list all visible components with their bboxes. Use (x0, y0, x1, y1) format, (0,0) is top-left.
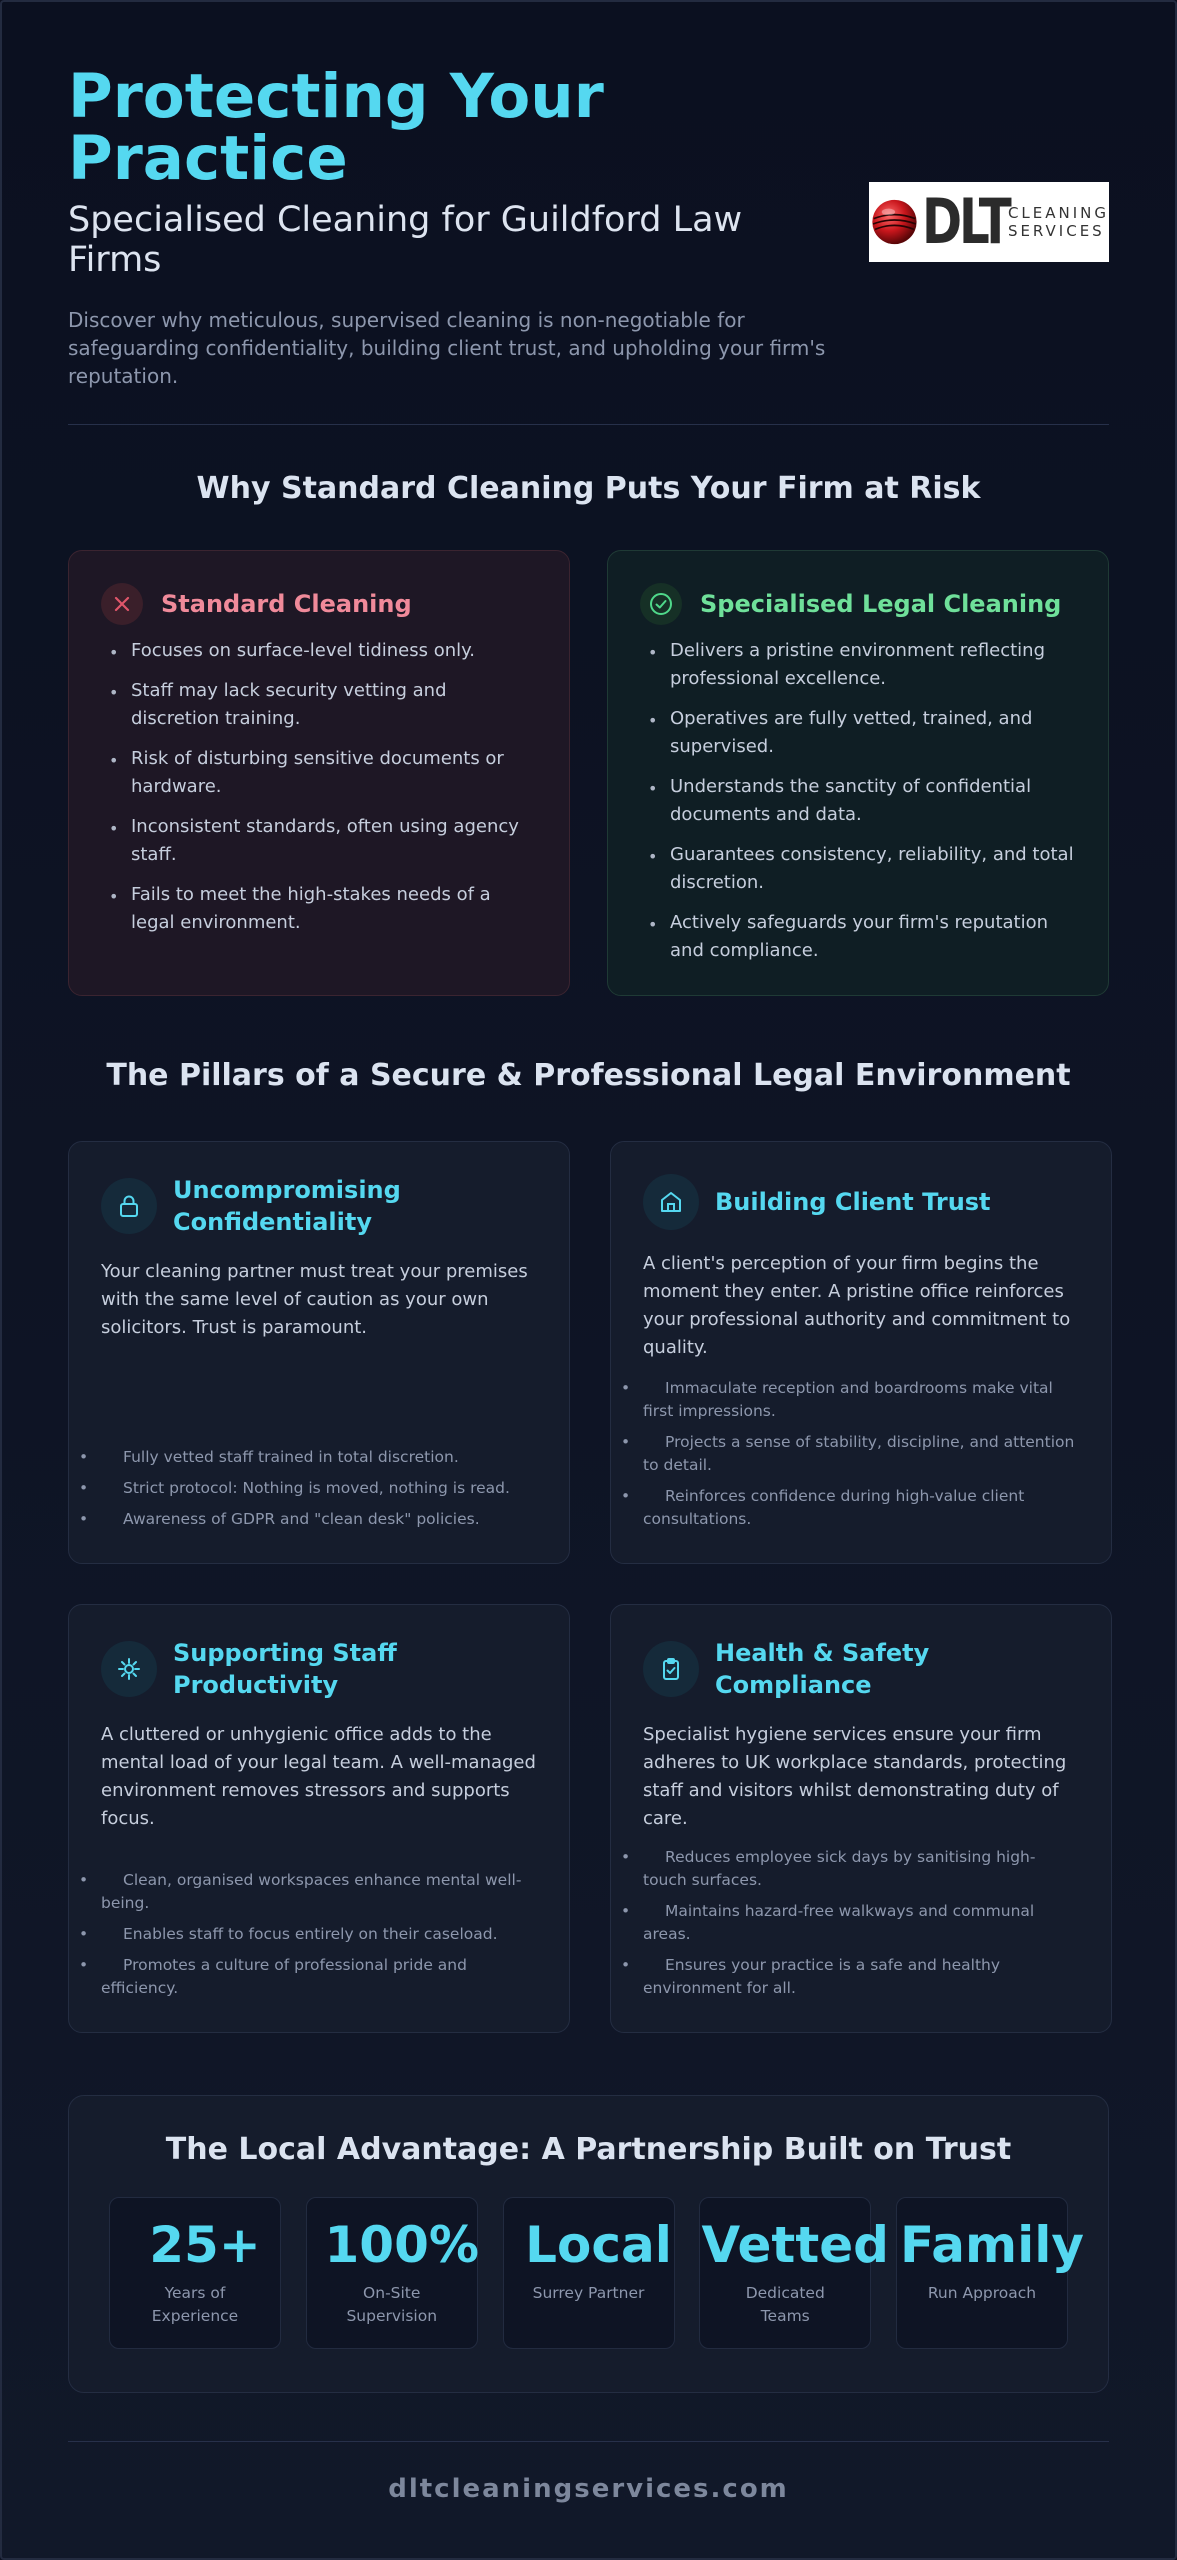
footer (68, 2441, 1109, 2504)
list-item: • Focuses on surface-level tidiness only. (131, 637, 537, 665)
logo-sphere-icon (871, 187, 918, 257)
header (68, 2, 1109, 425)
stat-label: Dedicated Teams (745, 2284, 825, 2325)
list-item: • Promotes a culture of professional pride and efficiency. (101, 1954, 537, 2000)
list-item: • Maintains hazard-free walkways and communal areas. (643, 1900, 1079, 1946)
page-subtitle: Specialised Cleaning for Guildford Law Firms (68, 200, 743, 280)
pillar-title: Health & Safety Compliance (715, 1639, 930, 1699)
list-item: • Inconsistent standards, often using agency staff. (131, 813, 537, 869)
logo-tagline: CLEANING SERVICES (1007, 204, 1109, 240)
website-link[interactable]: dltcleaningservices.com (388, 2474, 789, 2504)
pillar-staff-productivity (68, 1604, 570, 2033)
x-icon (101, 583, 143, 625)
pillar-title: Supporting Staff Productivity (173, 1639, 397, 1699)
stat-label: On-Site Supervision (346, 2284, 438, 2325)
specialised-cleaning-list (640, 637, 1076, 965)
stat-card (699, 2197, 889, 2349)
standard-cleaning-list (101, 637, 537, 937)
stat-card (896, 2197, 1084, 2349)
pillars-section-title: The Pillars of a Secure & Professional Legal Environment (106, 1058, 1071, 1093)
list-item: • Projects a sense of stability, discipline, and attention to detail. (643, 1431, 1079, 1477)
stat-value: Local (525, 2216, 672, 2274)
list-item: • Clean, organised workspaces enhance mental well-being. (101, 1869, 537, 1915)
lock-icon (101, 1178, 157, 1234)
list-item: • Fully vetted staff trained in total discretion. (101, 1446, 537, 1469)
pillar-body: Your cleaning partner must treat your premises with the same level of caution as your own solicitors. Trust is paramount. (101, 1261, 528, 1338)
stat-value: 25+ (149, 2216, 261, 2274)
list-item: • Operatives are fully vetted, trained, and supervised. (670, 705, 1076, 761)
pillar-confidentiality (68, 1141, 570, 1564)
check-circle-icon (640, 583, 682, 625)
list-item: • Awareness of GDPR and "clean desk" policies. (101, 1508, 537, 1531)
specialised-cleaning-card (607, 550, 1109, 996)
stats-row (109, 2197, 1084, 2349)
pillar-title: Building Client Trust (715, 1188, 991, 1216)
list-item: • Actively safeguards your firm's reputation and compliance. (670, 909, 1076, 965)
stat-label: Years of Experience (151, 2284, 239, 2325)
list-item: • Reduces employee sick days by sanitising high-touch surfaces. (643, 1846, 1079, 1892)
stat-card (503, 2197, 675, 2349)
list-item: • Reinforces confidence during high-value client consultations. (643, 1485, 1079, 1531)
stat-label: Run Approach (927, 2284, 1037, 2302)
list-item: • Understands the sanctity of confidential documents and data. (670, 773, 1076, 829)
list-item: • Delivers a pristine environment reflecting professional excellence. (670, 637, 1076, 693)
pillar-title: Uncompromising Confidentiality (173, 1176, 401, 1236)
pillars-grid (68, 1141, 1109, 2033)
pillar-body: A cluttered or unhygienic office adds to the mental load of your legal team. A well-managed environment removes stressors and supports focus. (101, 1724, 536, 1829)
standard-cleaning-title: Standard Cleaning (161, 590, 412, 618)
stat-card (306, 2197, 478, 2349)
stat-label: Surrey Partner (532, 2284, 645, 2302)
local-advantage-panel (68, 2095, 1109, 2393)
stat-value: Family (900, 2216, 1084, 2274)
company-logo (869, 182, 1109, 262)
pillar-list (643, 1838, 1079, 2000)
logo-wordmark: DLT (921, 185, 1009, 258)
page-title: Protecting Your Practice (68, 61, 604, 194)
pillar-health-safety (610, 1604, 1112, 2033)
list-item: • Fails to meet the high-stakes needs of a legal environment. (131, 881, 537, 937)
sparkle-icon (101, 1641, 157, 1697)
pillar-list (101, 1861, 537, 2000)
advantage-title: The Local Advantage: A Partnership Built on Trust (165, 2132, 1012, 2167)
stat-value: Vetted (701, 2216, 889, 2274)
home-icon (643, 1174, 699, 1230)
list-item: • Staff may lack security vetting and discretion training. (131, 677, 537, 733)
pillar-client-trust (610, 1141, 1112, 1564)
list-item: • Strict protocol: Nothing is moved, nothing is read. (101, 1477, 537, 1500)
stat-value: 100% (324, 2216, 479, 2274)
intro-text: Discover why meticulous, supervised cleaning is non-negotiable for safeguarding confidentiality, building client trust, and upholding your firm's reputation. (68, 308, 826, 388)
risk-section-title: Why Standard Cleaning Puts Your Firm at Risk (196, 471, 981, 506)
pillar-body: Specialist hygiene services ensure your firm adheres to UK workplace standards, protecting staff and visitors whilst demonstrating duty of care. (643, 1724, 1067, 1829)
pillar-list (643, 1369, 1079, 1531)
clipboard-check-icon (643, 1641, 699, 1697)
specialised-cleaning-title: Specialised Legal Cleaning (700, 590, 1062, 618)
list-item: • Immaculate reception and boardrooms make vital first impressions. (643, 1377, 1079, 1423)
comparison (68, 550, 1109, 996)
list-item: • Enables staff to focus entirely on their caseload. (101, 1923, 537, 1946)
standard-cleaning-card (68, 550, 570, 996)
pillar-body: A client's perception of your firm begins the moment they enter. A pristine office reinforces your professional authority and commitment to quality. (643, 1253, 1071, 1358)
pillar-list (101, 1438, 537, 1531)
list-item: • Ensures your practice is a safe and healthy environment for all. (643, 1954, 1079, 2000)
stat-card (109, 2197, 281, 2349)
list-item: • Guarantees consistency, reliability, and total discretion. (670, 841, 1076, 897)
list-item: • Risk of disturbing sensitive documents or hardware. (131, 745, 537, 801)
